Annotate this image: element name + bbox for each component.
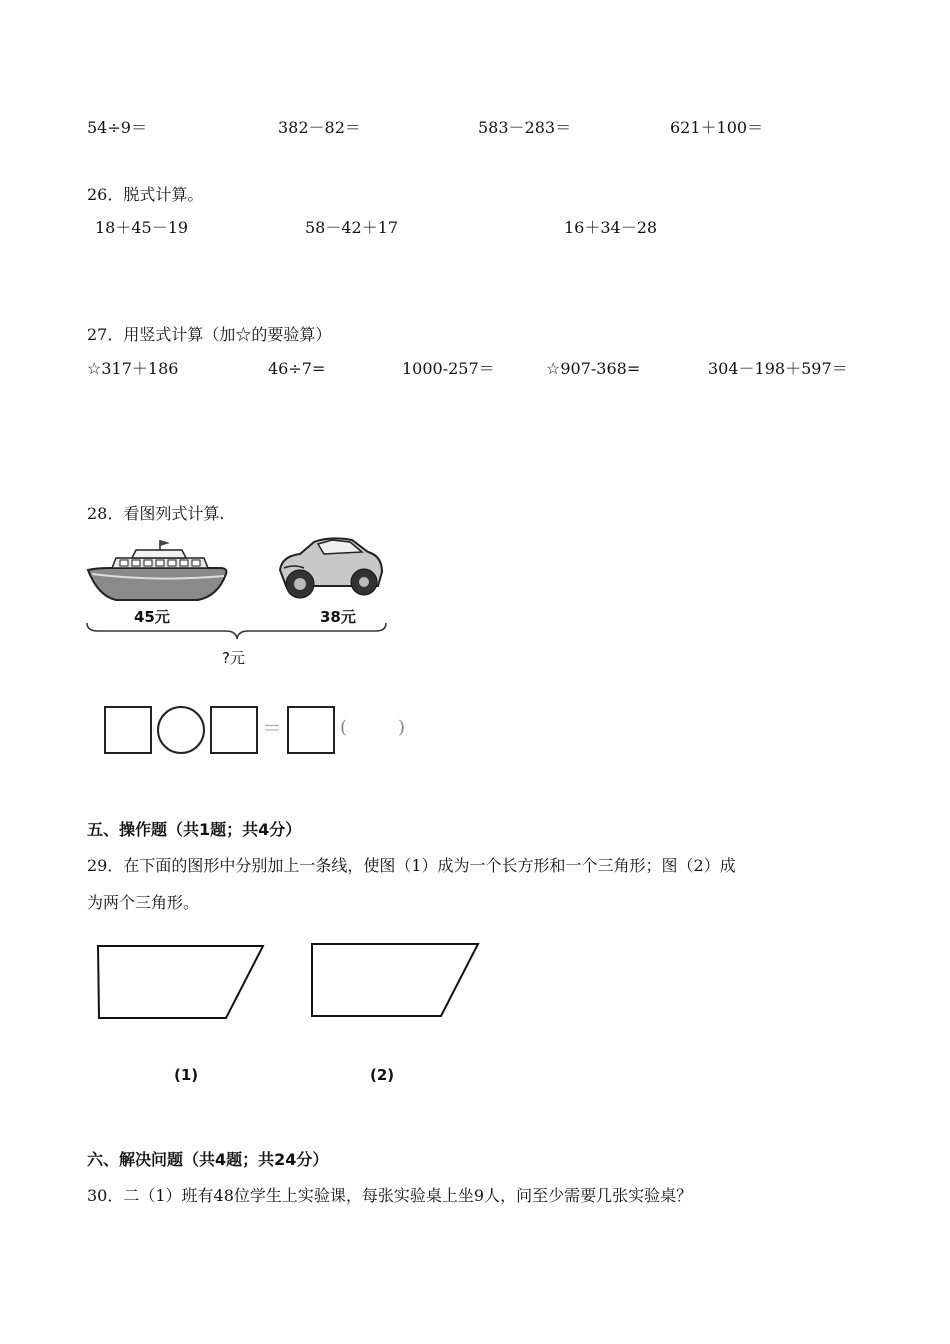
q26-item-2: 58－42＋17	[305, 218, 399, 237]
q25-item-1: 54÷9＝	[87, 118, 147, 137]
q27-item-1: ☆317＋186	[87, 359, 179, 378]
q26-title: 26．脱式计算。	[87, 185, 204, 204]
figure-1-label: (1)	[174, 1066, 199, 1084]
q27-item-3: 1000-257＝	[402, 359, 495, 378]
car-price-label: 38元	[320, 608, 356, 626]
car-illustration	[274, 534, 386, 602]
q29-text-line-1: 29．在下面的图形中分别加上一条线，使图（1）成为一个长方形和一个三角形；图（2）成	[87, 856, 736, 875]
answer-box-1[interactable]	[104, 706, 152, 754]
q25-item-2: 382－82＝	[278, 118, 361, 137]
q26-item-3: 16＋34－28	[564, 218, 658, 237]
total-brace	[86, 622, 388, 642]
total-price-label: ?元	[222, 649, 245, 667]
section-6-heading: 六、解决问题（共4题；共24分）	[87, 1150, 329, 1169]
operator-circle[interactable]	[157, 706, 205, 754]
boat-illustration	[86, 538, 231, 606]
unit-paren-close: )	[398, 717, 406, 738]
q26-item-1: 18＋45－19	[95, 218, 189, 237]
equals-sign: ＝	[262, 716, 282, 740]
q27-item-2: 46÷7=	[268, 359, 326, 378]
q27-item-5: 304－198＋597＝	[708, 359, 848, 378]
answer-box-2[interactable]	[210, 706, 258, 754]
q27-item-4: ☆907-368=	[546, 359, 641, 378]
q25-item-4: 621＋100＝	[670, 118, 764, 137]
q30-text: 30．二（1）班有48位学生上实验课，每张实验桌上坐9人，问至少需要几张实验桌？	[87, 1186, 693, 1205]
figure-2-label: (2)	[370, 1066, 395, 1084]
section-5-heading: 五、操作题（共1题；共4分）	[87, 820, 302, 839]
q28-title: 28．看图列式计算.	[87, 504, 225, 523]
unit-paren-open: (	[340, 717, 348, 738]
trapezoid-figure-2	[308, 940, 483, 1022]
boat-price-label: 45元	[134, 608, 170, 626]
q25-item-3: 583－283＝	[478, 118, 572, 137]
q27-title: 27．用竖式计算（加☆的要验算）	[87, 325, 332, 344]
answer-box-result[interactable]	[287, 706, 335, 754]
trapezoid-figure-1	[94, 940, 269, 1022]
q29-text-line-2: 为两个三角形。	[87, 893, 200, 912]
